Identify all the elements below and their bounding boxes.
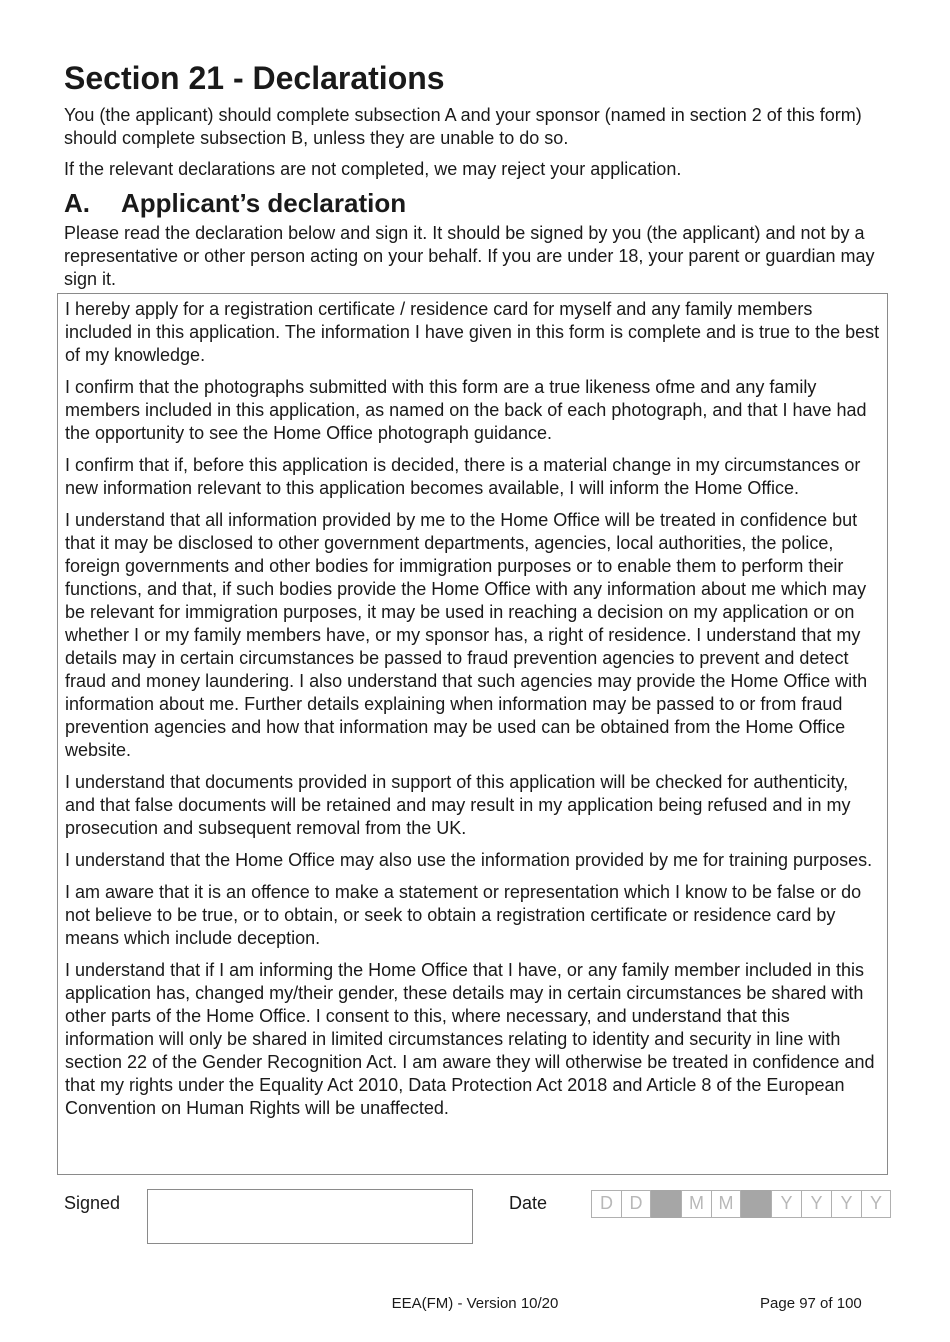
date-field[interactable] [591, 1190, 891, 1218]
date-month-digit[interactable]: M [681, 1190, 711, 1218]
subsection-letter: A. [64, 188, 90, 218]
subsection-title: Applicant’s declaration [121, 188, 407, 218]
date-month-digit[interactable]: M [711, 1190, 741, 1218]
declaration-paragraph: I understand that the Home Office may also use the information provided by me for training purposes. [65, 850, 873, 870]
footer-version: EEA(FM) - Version 10/20 [391, 1295, 559, 1312]
intro-paragraph: You (the applicant) should complete subsection A and your sponsor (named in section 2 of this form) should complete subsection B, unless they are unable to do so. [64, 105, 862, 148]
declaration-paragraph: I confirm that if, before this application is decided, there is a material change in my circumstances or new information relevant to this application becomes available, I will inform the Home Office. [65, 455, 861, 498]
declaration-paragraph: I am aware that it is an offence to make a statement or representation which I know to be false or do not believe to be true, or to obtain, or seek to obtain a registration certificate or residence card by means which include deception. [65, 882, 862, 948]
date-year-digit[interactable]: Y [831, 1190, 861, 1218]
signed-label: Signed [64, 1193, 121, 1213]
date-year-digit[interactable]: Y [861, 1190, 891, 1218]
date-separator [651, 1190, 681, 1218]
date-day-digit[interactable]: D [591, 1190, 621, 1218]
footer-page-number: Page 97 of 100 [760, 1295, 862, 1312]
date-label: Date [509, 1193, 548, 1213]
declaration-paragraph: I understand that all information provided by me to the Home Office will be treated in confidence but that it may be disclosed to other government departments, agencies, local authorities, the police, foreign governments and other bodies for immigration purposes or to enable them to perform their functions, and that, if such bodies provide the Home Office with any information about me which may be relevant for immigration purposes, it may be used in reaching a decision on my application or on whether I or my family members have, or my sponsor has, a right of residence. I understand that my details may in certain circumstances be passed to fraud prevention agencies to prevent and detect fraud and money laundering. I also understand that such agencies may provide the Home Office with information about me. Further details explaining when information may be passed to or from fraud prevention agencies and how that information may be used can be obtained from the Home Office website. [65, 510, 868, 760]
date-year-digit[interactable]: Y [801, 1190, 831, 1218]
subsection-heading [64, 186, 406, 220]
signature-field[interactable] [147, 1189, 473, 1244]
intro-paragraph: If the relevant declarations are not completed, we may reject your application. [64, 159, 682, 179]
date-day-digit[interactable]: D [621, 1190, 651, 1218]
declaration-instructions: Please read the declaration below and sign it. It should be signed by you (the applicant) and not by a representative or other person acting on your behalf. If you are under 18, your parent or guardian may sign it. [64, 223, 875, 289]
declaration-paragraph: I understand that if I am informing the Home Office that I have, or any family member included in this application has, changed my/their gender, these details may in certain circumstances be shared with other parts of the Home Office. I consent to this, where necessary, and understand that this information will only be shared in limited circumstances relating to identity and security in line with section 22 of the Gender Recognition Act. I am aware they will otherwise be treated in confidence and that my rights under the Equality Act 2010, Data Protection Act 2018 and Article 8 of the European Convention on Human Rights will be unaffected. [65, 960, 875, 1118]
declaration-paragraph: I understand that documents provided in support of this application will be checked for authenticity, and that false documents will be retained and may result in my application being refused and in my prosecution and subsequent removal from the UK. [65, 772, 851, 838]
date-separator [741, 1190, 771, 1218]
declaration-paragraph: I hereby apply for a registration certificate / residence card for myself and any family members included in this application. The information I have given in this form is complete and is true to the best of my knowledge. [65, 299, 880, 365]
page-title: Section 21 - Declarations [64, 60, 445, 96]
declaration-box [57, 293, 888, 1175]
date-year-digit[interactable]: Y [771, 1190, 801, 1218]
declaration-paragraph: I confirm that the photographs submitted with this form are a true likeness ofme and any family members included in this application, as named on the back of each photograph, and that I have had the opportunity to see the Home Office photograph guidance. [65, 377, 867, 443]
